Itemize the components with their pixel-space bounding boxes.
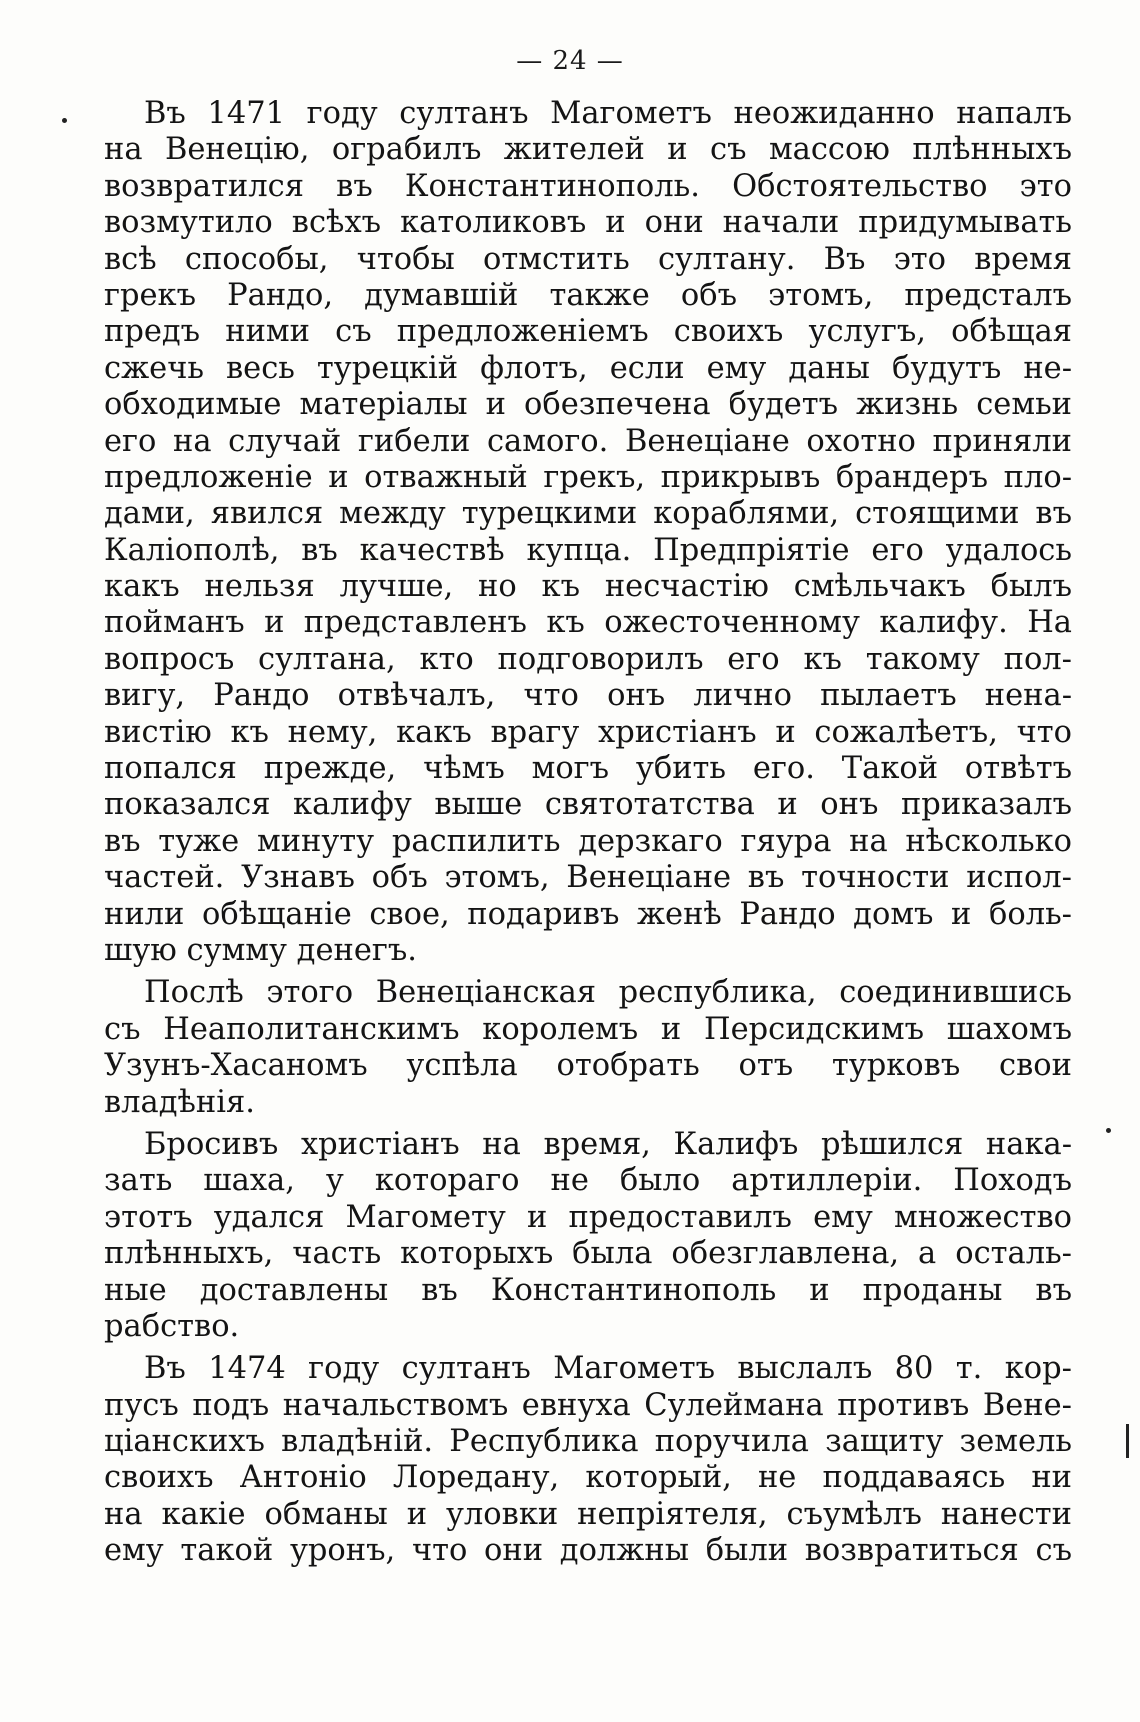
text-line: его на случай гибели самого. Венеціане охотно приняли [104,423,1072,459]
paragraph-4 [104,1351,1072,1569]
text-line: своихъ Антоніо Лоредану, который, не поддаваясь ни [104,1460,1072,1496]
text-line: грекъ Рандо, думавшій также объ этомъ, предсталъ [104,277,1072,313]
text-line: возвратился въ Константинополь. Обстоятельство это [104,168,1072,204]
text-line: вопросъ султана, кто подговорилъ его къ такому пол- [104,641,1072,677]
text-line: возмутило всѣхъ католиковъ и они начали придумывать [104,205,1072,241]
text-line: на Венецію, ограбилъ жителей и съ массою плѣнныхъ [104,132,1072,168]
text-line: показался калифу выше святотатства и онъ приказалъ [104,787,1072,823]
text-line: предъ ними съ предложеніемъ своихъ услугъ, обѣщая [104,314,1072,350]
text-line: вистію къ нему, какъ врагу христіанъ и сожалѣетъ, что [104,714,1072,750]
text-line: какъ нельзя лучше, но къ несчастію смѣльчакъ былъ [104,569,1072,605]
text-line: съ Неаполитанскимъ королемъ и Персидскимъ шахомъ [104,1011,1072,1047]
paragraph-2 [104,975,1072,1121]
text-line: вигу, Рандо отвѣчалъ, что онъ лично пылаетъ нена- [104,678,1072,714]
paragraph-3 [104,1127,1072,1345]
margin-ink-mark [1126,1424,1129,1458]
text-line: дами, явился между турецкими кораблями, стоящими въ [104,496,1072,532]
paragraph-1 [104,96,1072,969]
body-text [104,96,1072,1576]
text-line: зать шаха, у котораго не было артиллеріи. Походъ [104,1163,1072,1199]
text-line: плѣнныхъ, часть которыхъ была обезглавлена, а осталь- [104,1236,1072,1272]
text-line: шую сумму денегъ. [104,932,417,968]
text-line: въ туже минуту распилить дерзкаго гяура на нѣсколько [104,823,1072,859]
text-line: Въ 1471 году султанъ Магометъ неожиданно напалъ [144,96,1072,131]
text-line: всѣ способы, чтобы отмстить султану. Въ это время [104,241,1072,277]
text-line: рабство. [104,1308,240,1344]
text-line: Послѣ этого Венеціанская республика, соединившись [144,975,1072,1011]
stray-ink-dot [1106,1128,1111,1133]
text-line: на какіе обманы и уловки непріятеля, съумѣлъ нанести [104,1496,1072,1532]
text-line: Бросивъ христіанъ на время, Калифъ рѣшился нака- [144,1126,1072,1162]
page-number: — 24 — [516,46,624,76]
text-line: ему такой уронъ, что они должны были возвратиться съ [104,1533,1072,1569]
text-line: ціанскихъ владѣній. Республика поручила защиту земель [104,1424,1072,1460]
text-line: этотъ удался Магомету и предоставилъ ему множество [104,1199,1072,1235]
text-line: сжечь весь турецкій флотъ, если ему даны будутъ не- [104,350,1072,386]
text-line: нили обѣщаніе свое, подаривъ женѣ Рандо домъ и боль- [104,896,1072,932]
text-line: Каліополѣ, въ качествѣ купца. Предпріятіе его удалось [104,532,1072,568]
text-line: владѣнія. [104,1084,255,1120]
text-line: частей. Узнавъ объ этомъ, Венеціане въ точности испол- [104,860,1072,896]
text-line: попался прежде, чѣмъ могъ убить его. Такой отвѣтъ [104,751,1072,787]
text-line: Узунъ-Хасаномъ успѣла отобрать отъ турковъ свои [104,1048,1072,1084]
stray-ink-dot [62,118,67,123]
text-line: пусъ подъ начальствомъ евнуха Сулеймана противъ Вене- [104,1387,1072,1423]
text-line: обходимые матеріалы и обезпечена будетъ жизнь семьи [104,387,1072,423]
text-line: предложеніе и отважный грекъ, прикрывъ брандеръ пло- [104,459,1072,495]
text-line: Въ 1474 году султанъ Магометъ выслалъ 80 т. кор- [144,1351,1072,1387]
text-line: пойманъ и представленъ къ ожесточенному калифу. На [104,605,1072,641]
text-line: ные доставлены въ Константинополь и проданы въ [104,1272,1072,1308]
